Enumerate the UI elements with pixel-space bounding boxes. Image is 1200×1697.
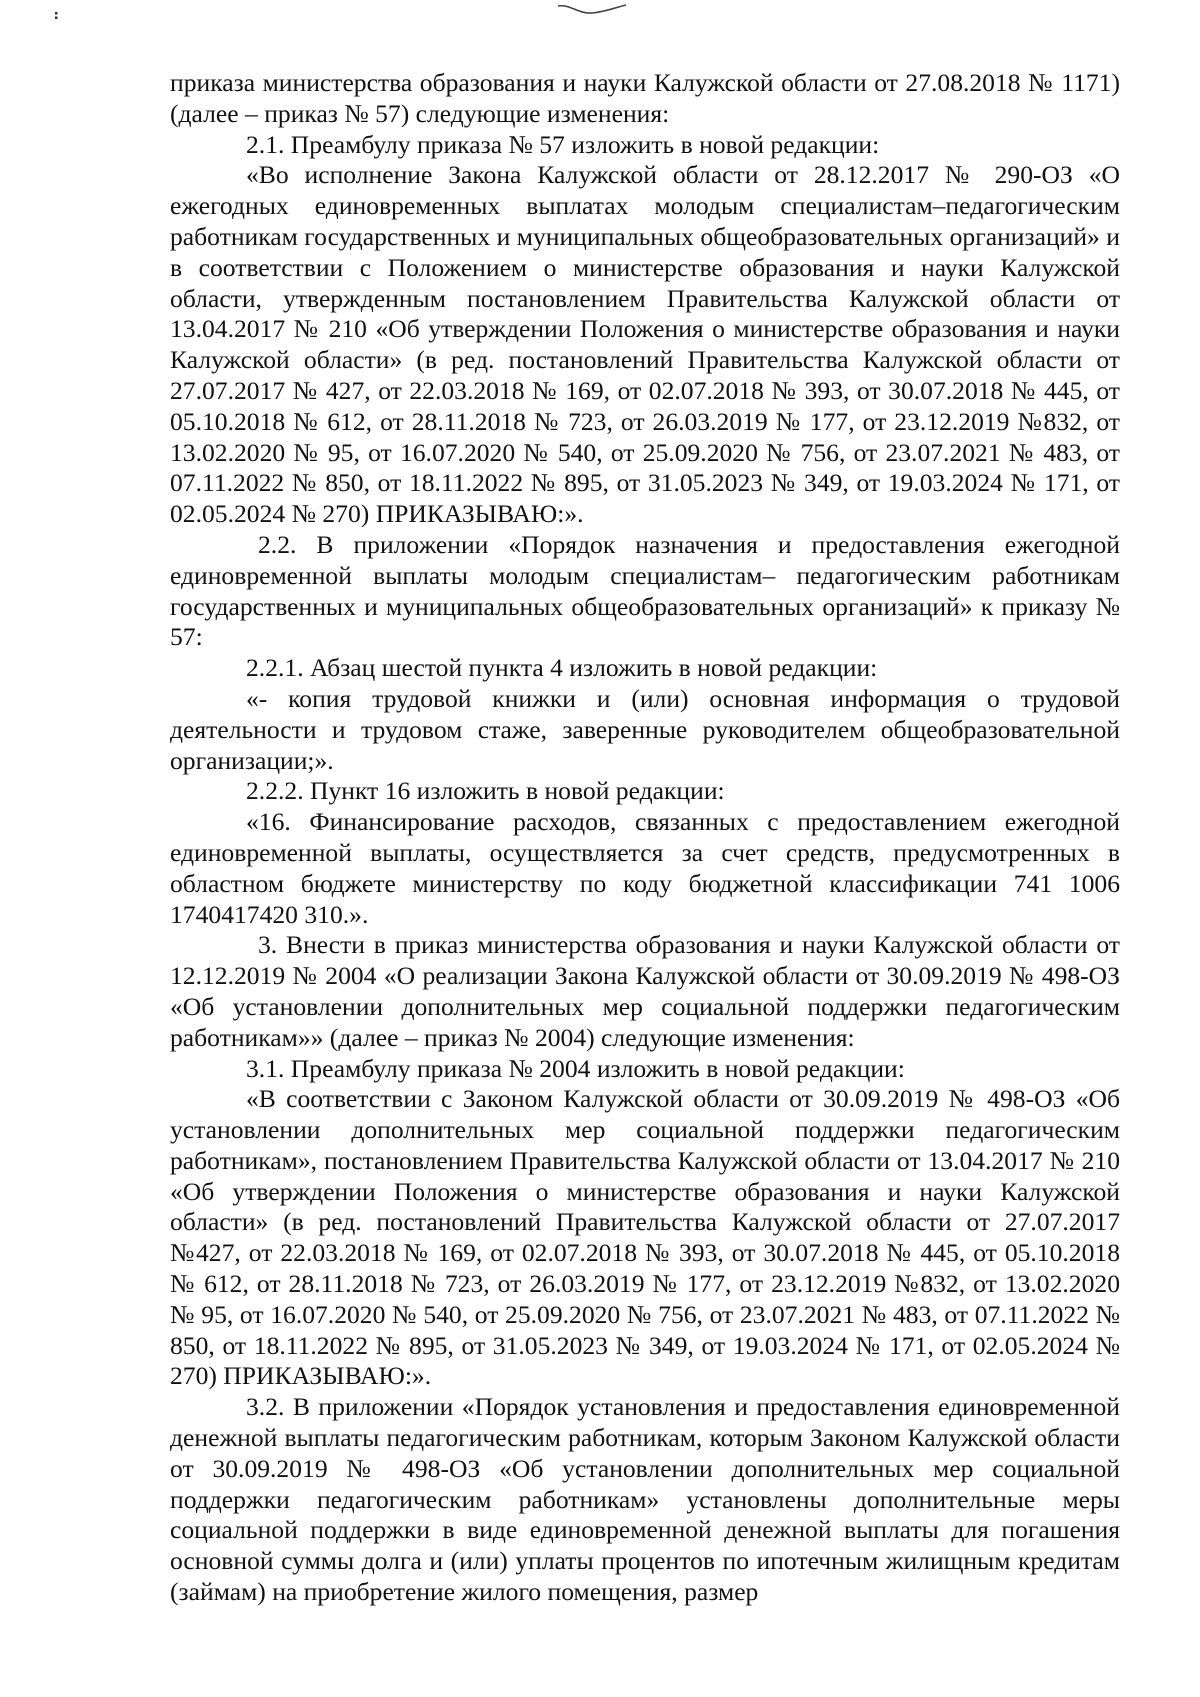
scan-artifact-top-mark <box>556 2 628 16</box>
paragraph-2-2-1: 2.2.1. Абзац шестой пункта 4 изложить в новой редакции: <box>246 653 878 683</box>
paragraph-item-4-text: «- копия трудовой книжки и (или) основная информация о трудовой деятельности и трудовом стаже, заверенные руководителем общеобразовательной организации;». <box>170 683 1120 775</box>
paragraph-2-1: 2.1. Преамбулу приказа № 57 изложить в новой редакции: <box>246 129 880 159</box>
paragraph-preamble-57: «Во исполнение Закона Калужской области от 28.12.2017 № 290-ОЗ «О ежегодных единовременных выплатах молодым специалистам–педагогическим работникам государственных и муниципальных общеобразовательных организаций» и в соответствии с Положением о министерстве образования и науки Калужской области, утвержденным постановлением Правительства Калужской области от 13.04.2017 № 210 «Об утверждении Положения о министерстве образования и науки Калужской области» (в ред. постановлений Правительства Калужской области от 27.07.2017 № 427, от 22.03.2018 № 169, от 02.07.2018 № 393, от 30.07.2018 № 445, от 05.10.2018 № 612, от 28.11.2018 № 723, от 26.03.2019 № 177, от 23.12.2019 №832, от 13.02.2020 № 95, от 16.07.2020 № 540, от 25.09.2020 № 756, от 23.07.2021 № 483, от 07.11.2022 № 850, от 18.11.2022 № 895, от 31.05.2023 № 349, от 19.03.2024 № 171, от 02.05.2024 № 270) ПРИКАЗЫВАЮ:». <box>170 160 1120 529</box>
paragraph-2-2: 2.2. В приложении «Порядок назначения и предоставления ежегодной единовременной выплаты молодым специалистам– педагогическим работникам государственных и муниципальных общеобразовательных организаций» к приказу № 57: <box>170 529 1120 652</box>
paragraph-3-1: 3.1. Преамбулу приказа № 2004 изложить в новой редакции: <box>246 1053 905 1083</box>
document-page <box>170 68 1120 1678</box>
paragraph-preamble-2004: «В соответствии с Законом Калужской области от 30.09.2019 № 498-ОЗ «Об установлении дополнительных мер социальной поддержки педагогическим работникам», постановлением Правительства Калужской области от 13.04.2017 № 210 «Об утверждении Положения о министерстве образования и науки Калужской области» (в ред. постановлений Правительства Калужской области от 27.07.2017 №427, от 22.03.2018 № 169, от 02.07.2018 № 393, от 30.07.2018 № 445, от 05.10.2018 № 612, от 28.11.2018 № 723, от 26.03.2019 № 177, от 23.12.2019 №832, от 13.02.2020 № 95, от 16.07.2020 № 540, от 25.09.2020 № 756, от 23.07.2021 № 483, от 07.11.2022 № 850, от 18.11.2022 № 895, от 31.05.2023 № 349, от 19.03.2024 № 171, от 02.05.2024 № 270) ПРИКАЗЫВАЮ:». <box>170 1084 1120 1391</box>
paragraph-item-16-text: «16. Финансирование расходов, связанных с предоставлением ежегодной единовременной выплаты, осуществляется за счет средств, предусмотренных в областном бюджете министерству по коду бюджетной классификации 741 1006 1740417420 310.». <box>170 807 1120 929</box>
paragraph-continuation: приказа министерства образования и науки Калужской области от 27.08.2018 № 1171) (далее – приказ № 57) следующие изменения: <box>170 68 1120 128</box>
paragraph-2-2-2: 2.2.2. Пункт 16 изложить в новой редакции: <box>246 776 725 806</box>
paragraph-3-2: 3.2. В приложении «Порядок установления и предоставления единовременной денежной выплаты педагогическим работникам, которым Законом Калужской области от 30.09.2019 № 498-ОЗ «Об установлении дополнительных мер социальной поддержки педагогическим работникам» установлены дополнительные меры социальной поддержки в виде единовременной денежной выплаты для погашения основной суммы долга и (или) уплаты процентов по ипотечным жилищным кредитам (займам) на приобретение жилого помещения, размер <box>170 1392 1120 1607</box>
paragraph-3: 3. Внести в приказ министерства образования и науки Калужской области от 12.12.2019 № 2004 «О реализации Закона Калужской области от 30.09.2019 № 498-ОЗ «Об установлении дополнительных мер социальной поддержки педагогическим работникам»» (далее – приказ № 2004) следующие изменения: <box>170 930 1120 1052</box>
scan-artifact-dot <box>55 12 58 19</box>
